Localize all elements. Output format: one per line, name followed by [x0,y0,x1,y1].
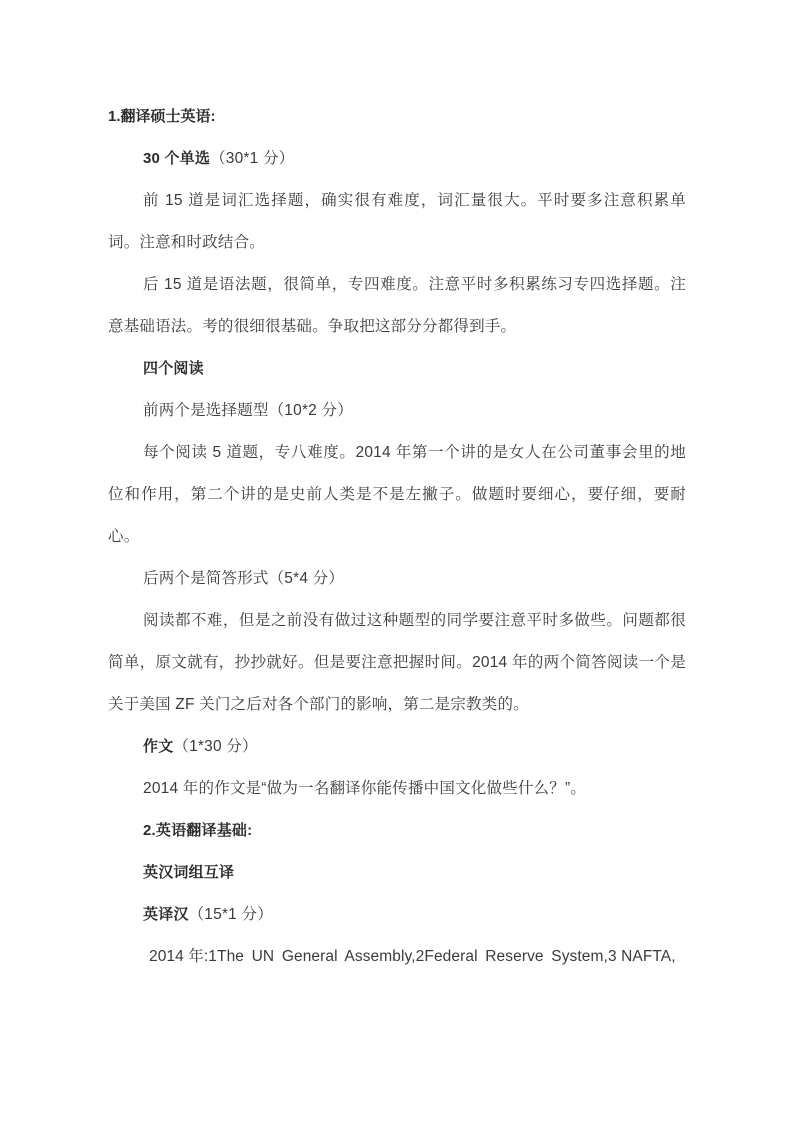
sub-heading-en-to-cn-bold: 英译汉 [143,906,189,923]
line-first-two-readings: 前两个是选择题型（10*2 分） [143,402,353,419]
section-heading-2: 2.英语翻译基础: [143,822,253,839]
paragraph-reading-detail: 每个阅读 5 道题，专八难度。2014 年第一个讲的是女人在公司董事会里的地位和作用，第二个讲的是史前人类是不是左撇子。做题时要细心，要仔细，要耐心。 [108,444,686,545]
section-heading-1: 1.翻译硕士英语: [108,108,216,125]
line-last-two-readings: 后两个是简答形式（5*4 分） [143,570,345,587]
terms-2014-prefix: 2014 年:1 [149,948,218,965]
paragraph-terms-2014 [108,936,686,978]
sub-heading-four-readings [108,348,686,390]
sub-heading-en-to-cn-score: （15*1 分） [188,906,273,923]
paragraph-essay-topic: 2014 年的作文是“做为一名翻译你能传播中国文化做些什么？”。 [143,780,587,797]
sub-heading-phrase-translation [108,852,686,894]
sub-heading-phrase-translation-bold: 英汉词组互译 [143,864,235,881]
sub-heading-30-choices-score: （30*1 分） [210,150,295,167]
terms-2014-continuation: NAFTA, [621,948,676,965]
sub-heading-essay-bold: 作文 [143,738,174,755]
sub-heading-essay-score: （1*30 分） [173,738,258,755]
paragraph-grammar: 后 15 道是语法题，很简单，专四难度。注意平时多积累练习专四选择题。注意基础语法。考的很细很基础。争取把这部分分都得到手。 [108,276,686,335]
sub-heading-en-to-cn [108,894,686,936]
paragraph-vocabulary: 前 15 道是词汇选择题，确实很有难度，词汇量很大。平时要多注意积累单词。注意和时政结合。 [108,192,686,251]
sub-heading-four-readings-bold: 四个阅读 [143,360,204,377]
sub-heading-essay [108,726,686,768]
sub-heading-30-choices [108,138,686,180]
sub-heading-30-choices-bold: 30 个单选 [143,150,211,167]
terms-2014-list: The UN General Assembly,2Federal Reserve System,3 [217,948,617,965]
document-body [108,96,686,978]
paragraph-short-answer: 阅读都不难，但是之前没有做过这种题型的同学要注意平时多做些。问题都很简单，原文就有，抄抄就好。但是要注意把握时间。2014 年的两个简答阅读一个是关于美国 ZF 关门之后对各个部门的影响，第二是宗教类的。 [108,612,686,713]
